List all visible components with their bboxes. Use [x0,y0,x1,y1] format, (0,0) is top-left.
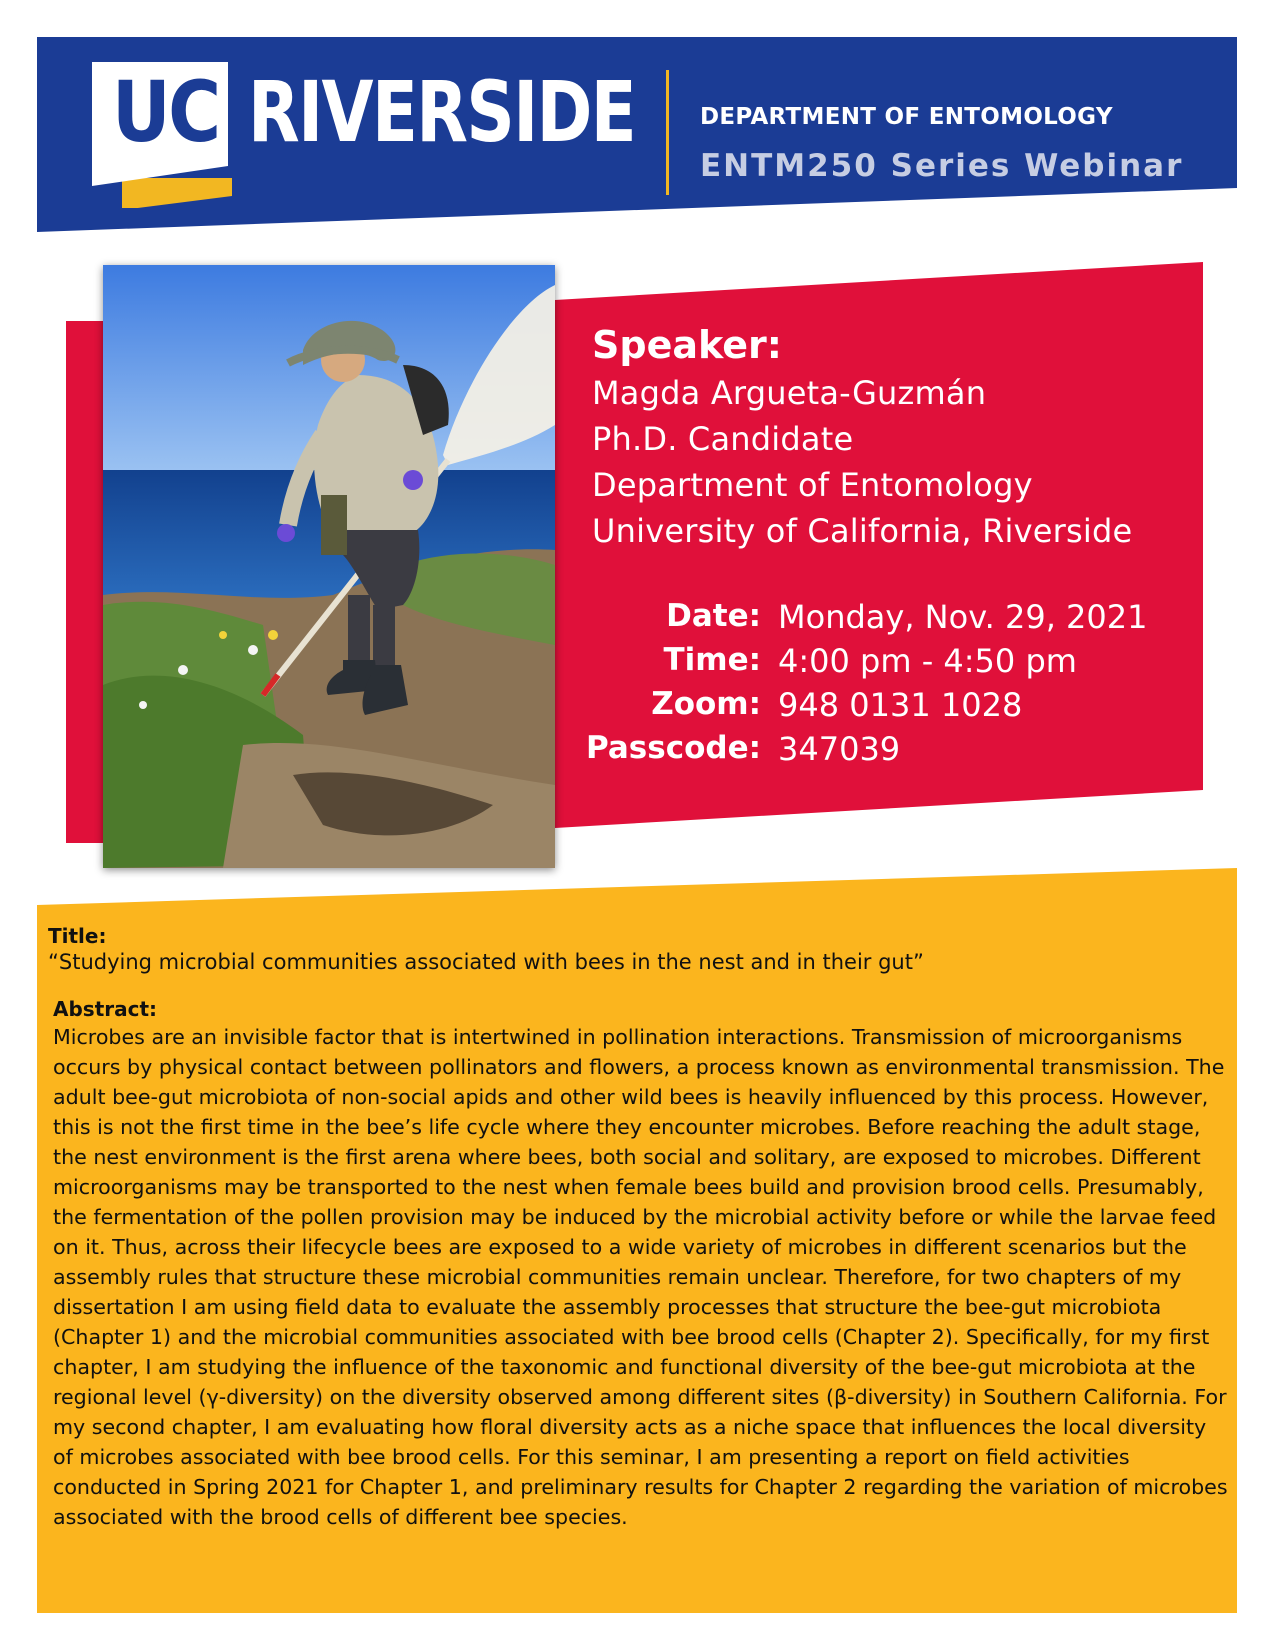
talk-details [48,923,1228,1532]
speaker-department: Department of Entomology [592,466,1033,504]
logo-uc: UC [112,63,219,161]
date-label: Date: [666,598,761,634]
abstract-label: Abstract: [53,997,158,1021]
zoom-value: 948 0131 1028 [778,686,1023,724]
talk-title: “Studying microbial communities associated with bees in the nest and in their gut” [48,950,924,974]
passcode-label: Passcode: [586,730,761,766]
series-title: ENTM250 Series Webinar [700,148,1184,184]
speaker-university: University of California, Riverside [592,512,1133,550]
time-label: Time: [663,642,761,678]
title-label: Title: [48,924,107,948]
date-value: Monday, Nov. 29, 2021 [778,598,1148,636]
department-name: DEPARTMENT OF ENTOMOLOGY [700,104,1113,130]
zoom-label: Zoom: [651,686,761,722]
speaker-heading: Speaker: [592,323,782,367]
time-value: 4:00 pm - 4:50 pm [778,642,1077,680]
abstract-text: Microbes are an invisible factor that is intertwined in pollination interactions. Transmission of microorganisms occurs by physical contact between pollinators and flowers, a process known as environmental transmission. The adult bee-gut microbiota of non-social apids and other wild bees is heavily influenced by this process. However, this is not the first time in the bee’s life cycle where they encounter microbes. Before reaching the adult stage, the nest environment is the first arena where bees, both social and solitary, are exposed to microbes. Different microorganisms may be transported to the nest when female bees build and provision brood cells. Presumably, the fermentation of the pollen provision may be induced by the microbial activity before or while the larvae feed on it. Thus, across their lifecycle bees are exposed to a wide variety of microbes in different scenarios but the assembly rules that structure these microbial communities remain unclear. Therefore, for two chapters of my dissertation I am using field data to evaluate the assembly processes that structure the bee-gut microbiota (Chapter 1) and the microbial communities associated with bee brood cells (Chapter 2). Specifically, for my first chapter, I am studying the influence of the taxonomic and functional diversity of the bee-gut microbiota at the regional level (γ-diversity) on the diversity observed among different sites (β-diversity) in Southern California. For my second chapter, I am evaluating how floral diversity acts as a niche space that influences the local diversity of microbes associated with bee brood cells. For this seminar, I am presenting a report on field activities conducted in Spring 2021 for Chapter 1, and preliminary results for Chapter 2 regarding the variation of microbes associated with the brood cells of different bee species. [53,1025,1228,1529]
logo-riverside: RIVERSIDE [248,63,636,161]
speaker-position: Ph.D. Candidate [592,420,854,458]
speaker-name: Magda Argueta-Guzmán [592,374,987,412]
passcode-value: 347039 [778,730,901,768]
